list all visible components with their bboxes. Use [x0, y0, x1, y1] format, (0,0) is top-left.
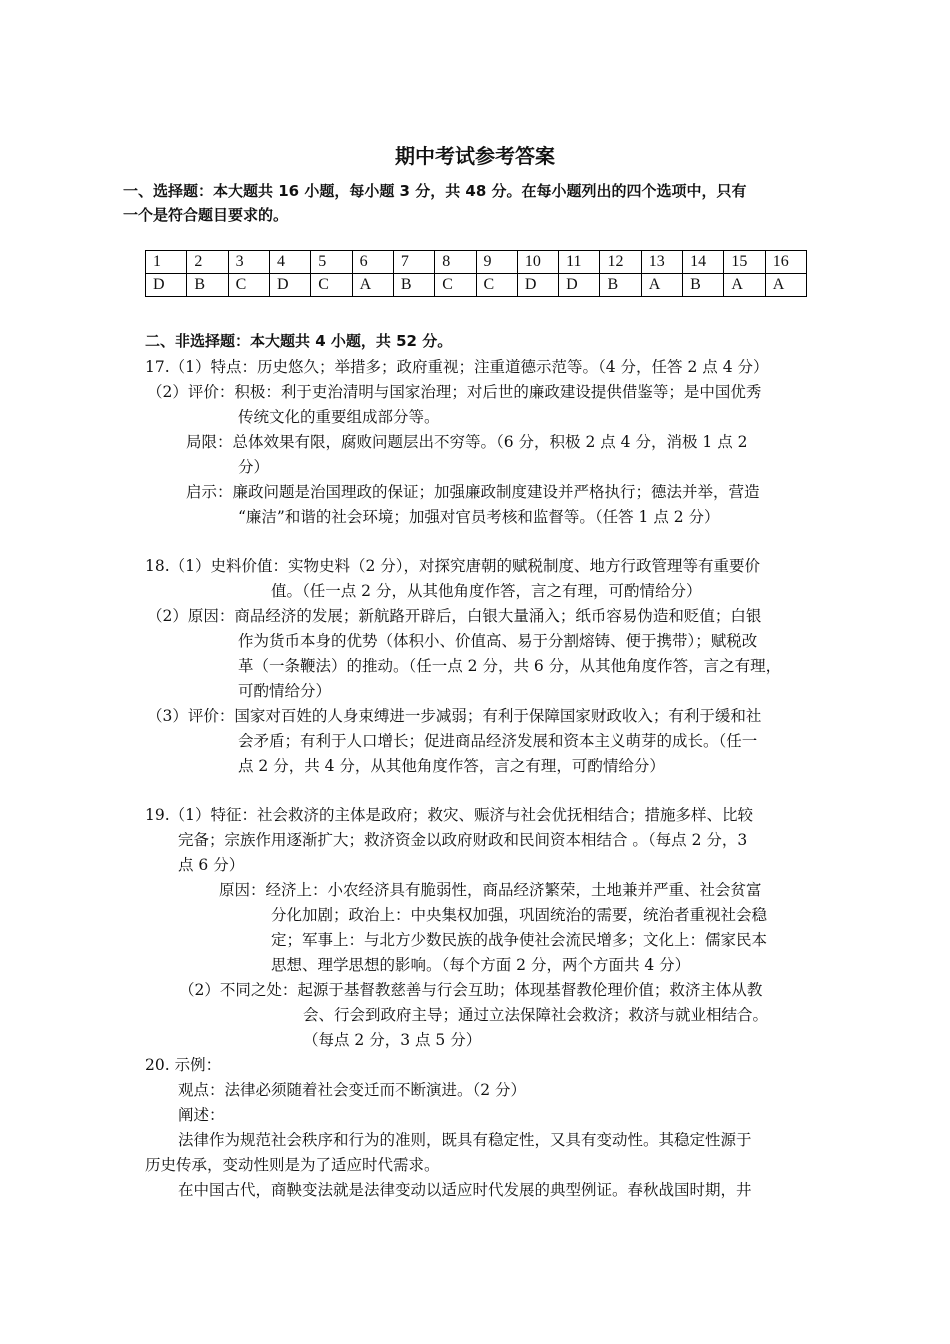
q17-line: 局限：总体效果有限，腐败问题层出不穷等。（6 分，积极 2 点 4 分，消极 1 点 2 [186, 433, 748, 451]
answer-cell: D [269, 274, 310, 297]
q17-line: 传统文化的重要组成部分等。 [238, 408, 440, 426]
q20-line: 阐述： [178, 1106, 225, 1124]
question-number-cell: 10 [517, 251, 558, 274]
q18-line: （3）评价：国家对百姓的人身束缚进一步减弱；有利于保障国家财政收入；有利于缓和社 [147, 707, 762, 725]
answer-cell: A [352, 274, 393, 297]
answer-cell: C [476, 274, 517, 297]
answer-cell: A [765, 274, 806, 297]
answer-cell: B [600, 274, 641, 297]
question-number-cell: 11 [559, 251, 600, 274]
question-number-cell: 8 [435, 251, 476, 274]
question-number-cell: 5 [311, 251, 352, 274]
question-number-cell: 16 [765, 251, 806, 274]
q18-line: 可酌情给分） [238, 682, 332, 700]
q19-line: 完备；宗族作用逐渐扩大；救济资金以政府财政和民间资本相结合 。（每点 2 分，3 [178, 831, 748, 849]
answer-cell: B [187, 274, 228, 297]
q17-line: 启示：廉政问题是治国理政的保证；加强廉政制度建设并严格执行；德法并举，营造 [186, 483, 760, 501]
question-number-cell: 14 [683, 251, 724, 274]
answer-cell: C [311, 274, 352, 297]
page-title: 期中考试参考答案 [395, 144, 555, 168]
question-number-cell: 12 [600, 251, 641, 274]
q19-line: 原因：经济上：小农经济具有脆弱性，商品经济繁荣，土地兼并严重、社会贫富 [219, 881, 762, 899]
q18-line: 18.（1）史料价值：实物史料（2 分），对探究唐朝的赋税制度、地方行政管理等有重要价 [145, 557, 761, 575]
q18-line: 作为货币本身的优势（体积小、价值高、易于分割熔铸、便于携带）；赋税改 [238, 632, 758, 650]
q18-line: （2）原因：商品经济的发展；新航路开辟后，白银大量涌入；纸币容易伪造和贬值；白银 [147, 607, 762, 625]
q20-line: 历史传承，变动性则是为了适应时代需求。 [145, 1156, 440, 1174]
q19-line: （每点 2 分，3 点 5 分） [303, 1031, 482, 1049]
answer-table-number-row [146, 251, 807, 274]
answer-cell: B [393, 274, 434, 297]
section1-heading-line2: 一个是符合题目要求的。 [123, 206, 289, 224]
question-number-cell: 7 [393, 251, 434, 274]
question-number-cell: 9 [476, 251, 517, 274]
q18-line: 值。（任一点 2 分，从其他角度作答，言之有理，可酌情给分） [271, 582, 702, 600]
q20-line: 在中国古代，商鞅变法就是法律变动以适应时代发展的典型例证。春秋战国时期，井 [178, 1181, 752, 1199]
q17-line: 17.（1）特点：历史悠久；举措多；政府重视；注重道德示范等。（4 分，任答 2 点 4 分） [145, 358, 769, 376]
q17-line: “廉洁”和谐的社会环境；加强对官员考核和监督等。（任答 1 点 2 分） [238, 508, 720, 526]
q18-line: 会矛盾；有利于人口增长；促进商品经济发展和资本主义萌芽的成长。（任一 [238, 732, 758, 750]
q20-line: 法律作为规范社会秩序和行为的准则，既具有稳定性，又具有变动性。其稳定性源于 [178, 1131, 752, 1149]
q19-line: 会、行会到政府主导；通过立法保障社会救济；救济与就业相结合。 [303, 1006, 769, 1024]
question-number-cell: 3 [228, 251, 269, 274]
question-number-cell: 6 [352, 251, 393, 274]
answer-table [145, 250, 807, 297]
q19-line: 思想、理学思想的影响。（每个方面 2 分，两个方面共 4 分） [271, 956, 691, 974]
answer-table-answer-row [146, 274, 807, 297]
answer-cell: A [641, 274, 682, 297]
answer-cell: A [724, 274, 765, 297]
section2-heading: 二、非选择题：本大题共 4 小题，共 52 分。 [145, 332, 453, 350]
q18-line: 点 2 分，共 4 分，从其他角度作答，言之有理，可酌情给分） [238, 757, 665, 775]
q19-line: 定；军事上：与北方少数民族的战争使社会流民增多；文化上：儒家民本 [271, 931, 768, 949]
answer-cell: C [228, 274, 269, 297]
q19-line: 点 6 分） [178, 856, 245, 874]
question-number-cell: 13 [641, 251, 682, 274]
question-number-cell: 4 [269, 251, 310, 274]
answer-cell: D [517, 274, 558, 297]
q19-line: 19.（1）特征：社会救济的主体是政府；救灾、赈济与社会优抚相结合；措施多样、比较 [145, 806, 754, 824]
answer-cell: C [435, 274, 476, 297]
q19-line: （2）不同之处：起源于基督教慈善与行会互助；体现基督教伦理价值；救济主体从教 [179, 981, 763, 999]
q17-line: （2）评价：积极：利于吏治清明与国家治理；对后世的廉政建设提供借鉴等；是中国优秀 [147, 383, 762, 401]
answer-cell: D [559, 274, 600, 297]
answer-cell: B [683, 274, 724, 297]
q20-line: 20. 示例： [145, 1056, 222, 1074]
question-number-cell: 15 [724, 251, 765, 274]
answer-cell: D [146, 274, 187, 297]
q17-line: 分） [238, 458, 270, 476]
q18-line: 革（一条鞭法）的推动。（任一点 2 分，共 6 分，从其他角度作答，言之有理， [238, 657, 782, 675]
q19-line: 分化加剧；政治上：中央集权加强，巩固统治的需要，统治者重视社会稳 [271, 906, 768, 924]
q20-line: 观点：法律必须随着社会变迁而不断演进。（2 分） [178, 1081, 527, 1099]
question-number-cell: 1 [146, 251, 187, 274]
question-number-cell: 2 [187, 251, 228, 274]
section1-heading-line1: 一、选择题：本大题共 16 小题，每小题 3 分，共 48 分。在每小题列出的四个选项中，只有 [123, 182, 747, 200]
